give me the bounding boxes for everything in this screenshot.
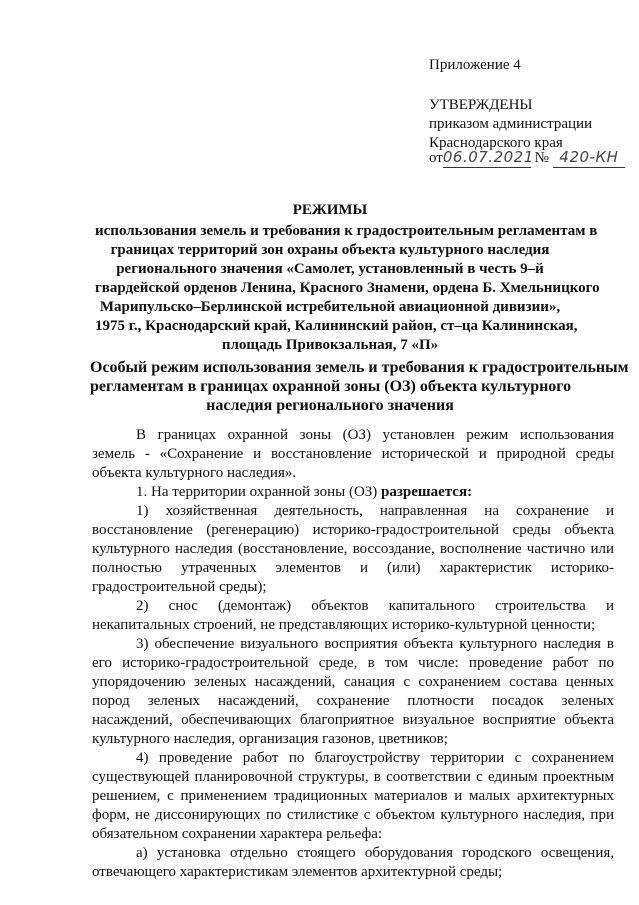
subheading-line: регламентам в границах охранной зоны (ОЗ) объекта культурного [90, 378, 572, 395]
heading-line: регионального значения «Самолет, установленный в честь 9–й [116, 261, 544, 277]
subheading-line: Особый режим использования земель и требования к градостроительным [90, 359, 629, 376]
body-line: насаждений, обеспечивающих благоприятное визуальное восприятие объекта [92, 712, 614, 728]
body-line: объекта культурного наследия». [92, 465, 297, 481]
body-line: пород зеленых насаждений, сохранение плотности посадок зеленых [92, 693, 614, 709]
body-line: обязательном сохранении характера рельефа: [92, 826, 383, 842]
body-line: отвечающего характеристикам элементов архитектурной среды; [92, 864, 503, 880]
body-line: существующей планировочной структуры, в соответствии с единым проектным [92, 769, 614, 785]
body-text [92, 426, 614, 882]
body-line: градостроительной среды); [92, 579, 267, 595]
body-line: 1) хозяйственная деятельность, направленная на сохранение и [136, 503, 614, 519]
section-subheading [90, 358, 629, 415]
heading-line: гвардейской орденов Ленина, Красного Знамени, ордена Б. Хмельницкого [95, 280, 600, 296]
date-number-line [429, 148, 625, 170]
subheading-line: наследия регионального значения [206, 397, 454, 414]
heading-line: площадь Привокзальная, 7 «П» [221, 337, 439, 353]
body-line: культурного наследия (восстановление, воссоздание, восполнение частично или [92, 541, 614, 557]
body-line: 3) обеспечение визуального восприятия объекта культурного наследия в [136, 636, 614, 652]
body-line: восстановление (регенерацию) историко-градостроительной среды объекта [92, 522, 614, 538]
order-label: приказом администрации [429, 116, 593, 132]
document-heading [95, 222, 600, 355]
body-line: культурного наследия, организация газонов, цветников; [92, 731, 448, 747]
heading-line: границах территорий зон охраны объекта культурного наследия [110, 242, 550, 258]
number-label: № [534, 150, 549, 166]
body-line: упорядочению зеленых насаждений, санация с сохранением состава ценных [92, 674, 614, 690]
handwritten-date: 06.07.2021 [442, 148, 534, 166]
document-title: РЕЖИМЫ [292, 202, 368, 218]
body-line: 2) снос (демонтаж) объектов капитального строительства и [136, 598, 614, 614]
body-line: некапитальных строений, не представляющих историко-культурной ценности; [92, 617, 596, 633]
body-line: земель - «Сохранение и восстановление исторической и природной среды [92, 446, 614, 462]
approved-label: УТВЕРЖДЕНЫ [429, 97, 533, 113]
heading-line: использования земель и требования к градостроительным регламентам в [95, 223, 598, 239]
bold-term: разрешается: [381, 484, 473, 500]
heading-line: 1975 г., Краснодарский край, Калининский район, ст–ца Калининская, [95, 318, 578, 334]
body-line-bold-term: 1. На территории охранной зоны (ОЗ) разрешается: [136, 484, 473, 500]
from-label: от [429, 150, 443, 166]
body-line: В границах охранной зоны (ОЗ) установлен режим использования [136, 427, 614, 443]
body-line: полностью утраченных элементов и (или) характеристик историко- [92, 560, 614, 576]
region-label: Краснодарского края [429, 135, 563, 151]
handwritten-number: 420-КН [553, 148, 625, 168]
body-line: его историко-градостроительной среде, в том числе: проведение работ по [92, 655, 614, 671]
body-line: 4) проведение работ по благоустройству территории с сохранением [136, 750, 614, 766]
heading-line: Марипульско–Берлинской истребительной авиационной дивизии», [99, 299, 561, 315]
body-line: решением, с применением традиционных материалов и малых архитектурных [92, 788, 614, 804]
body-line: а) установка отдельно стоящего оборудования городского освещения, [136, 845, 614, 861]
body-line: форм, не диссонирующих по стилистике с объектом культурного наследия, при [92, 807, 614, 823]
appendix-title: Приложение 4 [429, 57, 521, 73]
